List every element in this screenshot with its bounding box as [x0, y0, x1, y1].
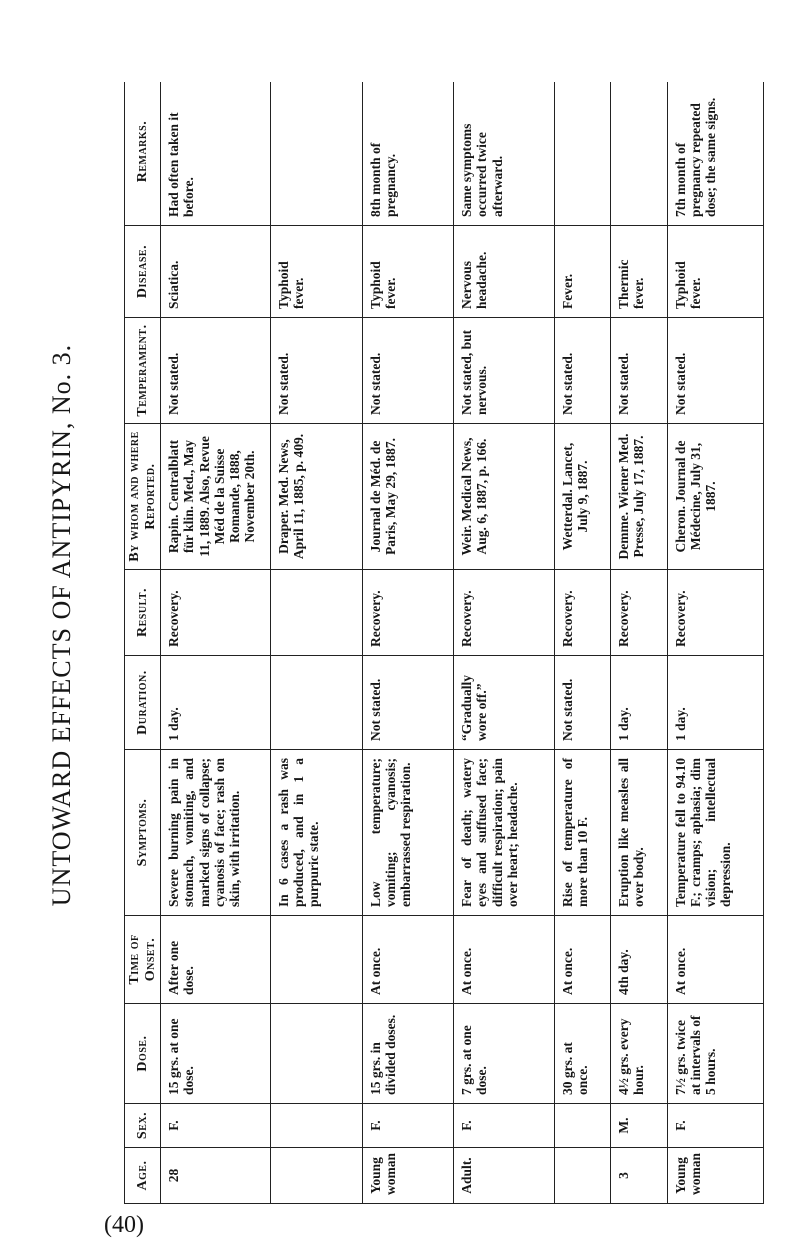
cell-result: Recovery.	[554, 570, 611, 656]
cell-duration: “Gradually wore off.”	[454, 656, 554, 750]
header-temperament: Temperament.	[125, 318, 161, 424]
cell-reported: Demme. Wiener Med. Presse, July 17, 1887.	[611, 424, 668, 570]
cell-age: 28	[161, 1148, 271, 1204]
cell-remarks	[554, 82, 611, 226]
cell-temperament: Not stated.	[554, 318, 611, 424]
cell-disease: Nervous headache.	[454, 226, 554, 318]
cell-sex: F.	[161, 1104, 271, 1148]
cell-result: Recovery.	[362, 570, 454, 656]
cell-symptoms: Eruption like measles all over body.	[611, 750, 668, 916]
cell-remarks: Same symptoms occurred twice afterward.	[454, 82, 554, 226]
cell-symptoms: Temperature fell to 94.10 F.; cramps; aphasia; dim vision; intellectual depression.	[668, 750, 764, 916]
cell-age	[554, 1148, 611, 1204]
header-dose: Dose.	[125, 1004, 161, 1104]
cell-duration: 1 day.	[161, 656, 271, 750]
cell-dose: 30 grs. at once.	[554, 1004, 611, 1104]
cell-temperament: Not stated, but nervous.	[454, 318, 554, 424]
cell-remarks: 8th month of pregnancy.	[362, 82, 454, 226]
table-frame	[124, 82, 764, 1204]
cell-duration: 1 day.	[611, 656, 668, 750]
cell-remarks: Had often taken it before.	[161, 82, 271, 226]
cell-sex	[271, 1104, 363, 1148]
cell-remarks	[611, 82, 668, 226]
header-duration: Duration.	[125, 656, 161, 750]
cell-result: Recovery.	[161, 570, 271, 656]
cell-duration: Not stated.	[554, 656, 611, 750]
cell-temperament: Not stated.	[161, 318, 271, 424]
cell-disease: Fever.	[554, 226, 611, 318]
running-title: UNTOWARD EFFECTS OF ANTIPYRIN, No. 3.	[47, 343, 76, 907]
cell-onset	[271, 916, 363, 1004]
table-row	[611, 82, 668, 1204]
header-symptoms: Symptoms.	[125, 750, 161, 916]
cell-sex	[554, 1104, 611, 1148]
cell-reported: Rapin. Centralblatt für klin. Med., May 11, 1889. Also, Revue Méd de la Suisse Romande, 1888, November 20th.	[161, 424, 271, 570]
cell-sex: F.	[454, 1104, 554, 1148]
page-number: (40)	[104, 1212, 144, 1238]
cell-temperament: Not stated.	[362, 318, 454, 424]
cell-remarks: 7th month of pregnancy repeated dose; the same signs.	[668, 82, 764, 226]
table-row	[271, 82, 363, 1204]
header-reported: By whom and where Reported.	[125, 424, 161, 570]
antipyrin-effects-table	[124, 82, 764, 1204]
cell-temperament: Not stated.	[271, 318, 363, 424]
header-result: Result.	[125, 570, 161, 656]
cell-age: Young woman	[362, 1148, 454, 1204]
cell-reported: Weir. Medical News, Aug. 6, 1887, p. 166.	[454, 424, 554, 570]
table-row	[454, 82, 554, 1204]
cell-disease: Sciatica.	[161, 226, 271, 318]
cell-duration: 1 day.	[668, 656, 764, 750]
cell-sex: F.	[362, 1104, 454, 1148]
table-row	[362, 82, 454, 1204]
cell-remarks	[271, 82, 363, 226]
cell-dose	[271, 1004, 363, 1104]
cell-onset: At once.	[554, 916, 611, 1004]
cell-age: Young woman	[668, 1148, 764, 1204]
cell-result: Recovery.	[611, 570, 668, 656]
cell-symptoms: Fear of death; watery eyes and suffused face; difficult respiration; pain over heart; headache.	[454, 750, 554, 916]
cell-disease: Typhoid fever.	[668, 226, 764, 318]
cell-symptoms: Severe burning pain in stomach, vomiting, and marked signs of collapse; cyanosis of face; rash on skin, with irritation.	[161, 750, 271, 916]
cell-onset: At once.	[668, 916, 764, 1004]
cell-temperament: Not stated.	[611, 318, 668, 424]
cell-duration: Not stated.	[362, 656, 454, 750]
cell-dose: 15 grs. in divided doses.	[362, 1004, 454, 1104]
rotated-table-container	[124, 82, 764, 1204]
cell-disease: Typhoid fever.	[362, 226, 454, 318]
header-sex: Sex.	[125, 1104, 161, 1148]
cell-age	[271, 1148, 363, 1204]
header-age: Age.	[125, 1148, 161, 1204]
cell-disease: Thermic fever.	[611, 226, 668, 318]
cell-onset: At once.	[362, 916, 454, 1004]
cell-duration	[271, 656, 363, 750]
cell-sex: F.	[668, 1104, 764, 1148]
cell-result: Recovery.	[668, 570, 764, 656]
cell-age: 3	[611, 1148, 668, 1204]
cell-onset: 4th day.	[611, 916, 668, 1004]
cell-temperament: Not stated.	[668, 318, 764, 424]
cell-dose: 7 grs. at one dose.	[454, 1004, 554, 1104]
header-row	[125, 82, 161, 1204]
cell-reported: Cheron. Journal de Médecine, July 31, 1887.	[668, 424, 764, 570]
cell-dose: 4½ grs. every hour.	[611, 1004, 668, 1104]
table-row	[554, 82, 611, 1204]
cell-dose: 15 grs. at one dose.	[161, 1004, 271, 1104]
cell-symptoms: Rise of temperature of more than 10 F.	[554, 750, 611, 916]
cell-dose: 7½ grs. twice at intervals of 5 hours.	[668, 1004, 764, 1104]
header-remarks: Remarks.	[125, 82, 161, 226]
cell-age: Adult.	[454, 1148, 554, 1204]
cell-sex: M.	[611, 1104, 668, 1148]
cell-onset: At once.	[454, 916, 554, 1004]
table-row	[161, 82, 271, 1204]
header-onset: Time of Onset.	[125, 916, 161, 1004]
table-row	[668, 82, 764, 1204]
cell-result	[271, 570, 363, 656]
cell-symptoms: Low temperature; vomiting; cyanosis; embarrassed respiration.	[362, 750, 454, 916]
cell-reported: Draper. Med. News, April 11, 1885, p. 409.	[271, 424, 363, 570]
cell-symptoms: In 6 cases a rash was produced, and in 1 a purpuric state.	[271, 750, 363, 916]
cell-result: Recovery.	[454, 570, 554, 656]
header-disease: Disease.	[125, 226, 161, 318]
cell-reported: Wetterdal. Lancet, July 9, 1887.	[554, 424, 611, 570]
cell-onset: After one dose.	[161, 916, 271, 1004]
cell-reported: Journal de Méd. de Paris, May 29, 1887.	[362, 424, 454, 570]
cell-disease: Typhoid fever.	[271, 226, 363, 318]
